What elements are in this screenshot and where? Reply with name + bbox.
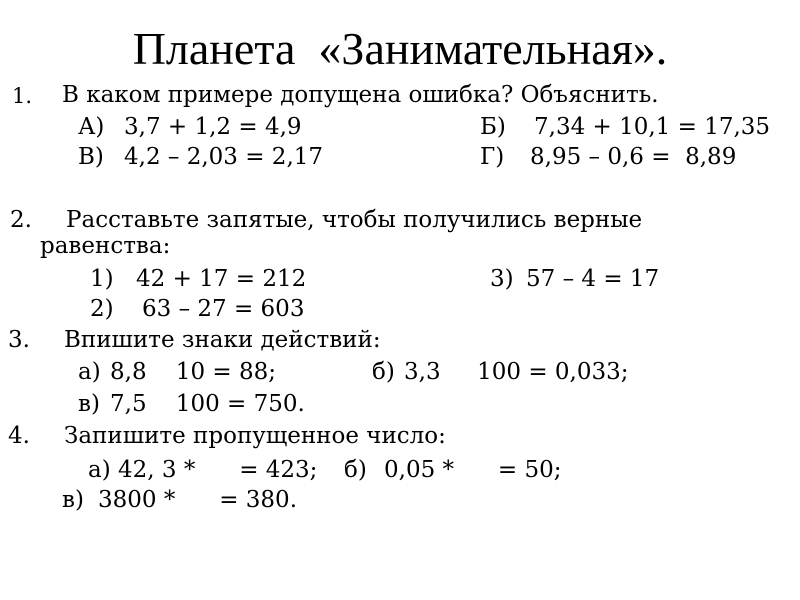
task-2-item-1-label: 1) bbox=[90, 266, 114, 292]
task-2-item-2-text: 63 – 27 = 603 bbox=[142, 296, 305, 322]
task-3-question: Впишите знаки действий: bbox=[64, 327, 381, 353]
task-3-item-a-text: 8,8 10 = 88; bbox=[110, 359, 276, 385]
task-1-item-g-label: Г) bbox=[480, 144, 505, 170]
task-1-item-a-label: А) bbox=[78, 114, 105, 140]
task-1-item-b-label: Б) bbox=[480, 114, 506, 140]
task-1-item-a-text: 3,7 + 1,2 = 4,9 bbox=[124, 114, 302, 140]
task-2-question-line1: Расставьте запятые, чтобы получились верные bbox=[66, 207, 643, 233]
task-4-item-a-label: а) bbox=[88, 457, 111, 483]
task-2-item-2-label: 2) bbox=[90, 296, 114, 322]
task-1-item-b-text: 7,34 + 10,1 = 17,35 bbox=[534, 114, 771, 140]
task-2-number: 2. bbox=[10, 207, 32, 233]
task-4-item-b-text: 0,05 * = 50; bbox=[384, 457, 562, 483]
task-4-item-b-label: б) bbox=[344, 457, 367, 483]
task-1-item-v-text: 4,2 – 2,03 = 2,17 bbox=[124, 144, 324, 170]
task-2-question-line2: равенства: bbox=[40, 233, 171, 259]
task-2-item-1-text: 42 + 17 = 212 bbox=[136, 266, 307, 292]
task-2-item-3-label: 3) bbox=[490, 266, 514, 292]
task-3-item-v-text: 7,5 100 = 750. bbox=[110, 391, 305, 417]
task-3-item-a-label: а) bbox=[78, 359, 101, 385]
task-4-item-a-text: 42, 3 * = 423; bbox=[118, 457, 318, 483]
task-3-number: 3. bbox=[8, 327, 30, 353]
task-1-number: 1. bbox=[12, 84, 33, 108]
task-3-item-v-label: в) bbox=[78, 391, 100, 417]
task-3-item-b-text: 3,3 100 = 0,033; bbox=[404, 359, 629, 385]
task-4-number: 4. bbox=[8, 423, 30, 449]
task-4-item-v-label: в) bbox=[62, 487, 84, 513]
task-3-item-b-label: б) bbox=[372, 359, 395, 385]
task-1-item-v-label: В) bbox=[78, 144, 104, 170]
task-4-item-v-text: 3800 * = 380. bbox=[98, 487, 298, 513]
page-title: Планета «Занимательная». bbox=[132, 23, 668, 74]
task-2-item-3-text: 57 – 4 = 17 bbox=[526, 266, 660, 292]
task-1-item-g-text: 8,95 – 0,6 = 8,89 bbox=[530, 144, 737, 170]
task-1-question: В каком примере допущена ошибка? Объяснить. bbox=[62, 82, 659, 108]
task-4-question: Запишите пропущенное число: bbox=[64, 423, 446, 449]
